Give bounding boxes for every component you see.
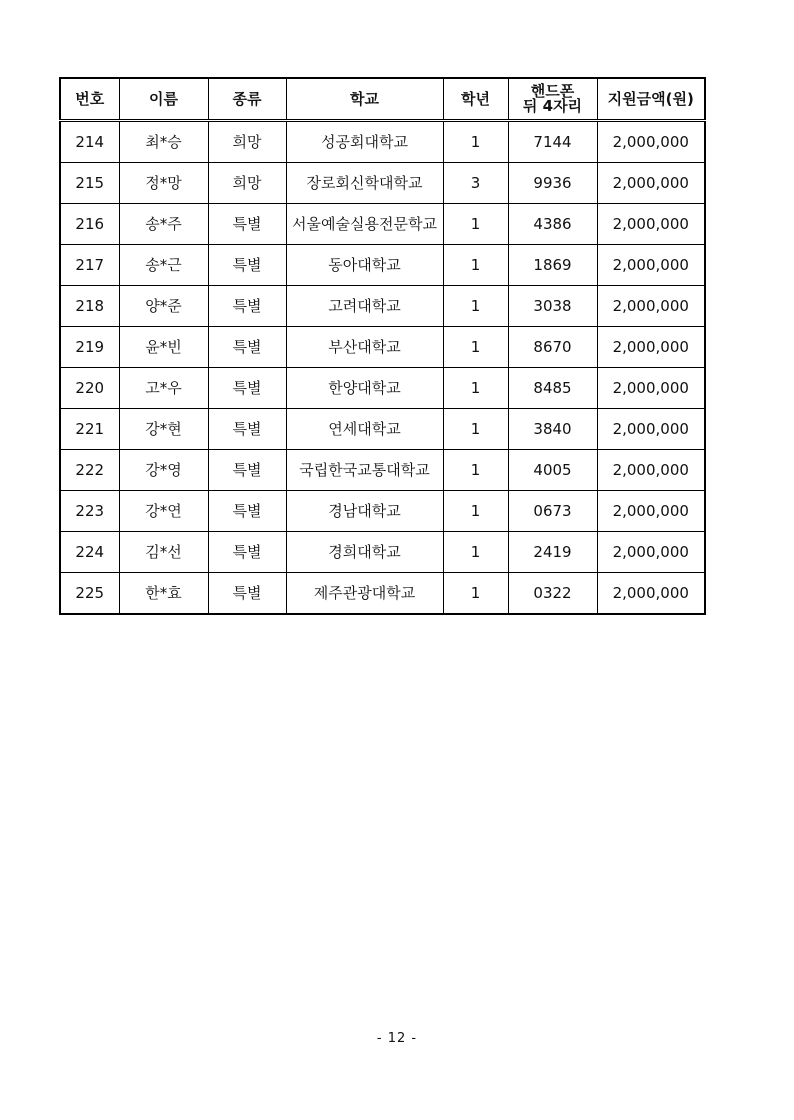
header-name: 이름 [119,78,208,121]
cell-type: 특별 [208,409,286,450]
cell-amount: 2,000,000 [597,286,705,327]
cell-phone: 8485 [508,368,597,409]
cell-phone: 2419 [508,532,597,573]
cell-name: 강*현 [119,409,208,450]
cell-phone: 0322 [508,573,597,615]
cell-grade: 1 [443,204,508,245]
cell-phone: 1869 [508,245,597,286]
cell-type: 희망 [208,163,286,204]
cell-no: 216 [60,204,119,245]
cell-type: 특별 [208,245,286,286]
cell-name: 김*선 [119,532,208,573]
cell-amount: 2,000,000 [597,204,705,245]
cell-name: 고*우 [119,368,208,409]
cell-type: 특별 [208,286,286,327]
cell-school: 경희대학교 [286,532,443,573]
page-number: - 12 - [376,1031,418,1046]
table-row [60,532,705,573]
cell-phone: 0673 [508,491,597,532]
cell-no: 223 [60,491,119,532]
cell-grade: 1 [443,532,508,573]
cell-phone: 9936 [508,163,597,204]
cell-amount: 2,000,000 [597,573,705,615]
cell-type: 희망 [208,121,286,163]
cell-grade: 1 [443,573,508,615]
table-row [60,327,705,368]
header-grade: 학년 [443,78,508,121]
cell-grade: 1 [443,245,508,286]
table-row [60,491,705,532]
table-row [60,245,705,286]
header-school: 학교 [286,78,443,121]
cell-name: 강*연 [119,491,208,532]
header-type: 종류 [208,78,286,121]
cell-school: 장로회신학대학교 [286,163,443,204]
cell-phone: 8670 [508,327,597,368]
cell-no: 224 [60,532,119,573]
cell-amount: 2,000,000 [597,491,705,532]
header-phone [508,78,597,121]
cell-type: 특별 [208,532,286,573]
cell-type: 특별 [208,204,286,245]
cell-school: 연세대학교 [286,409,443,450]
header-phone-line1: 핸드폰 [530,82,575,100]
cell-grade: 1 [443,286,508,327]
cell-no: 214 [60,121,119,163]
table-row [60,368,705,409]
cell-amount: 2,000,000 [597,368,705,409]
cell-no: 220 [60,368,119,409]
cell-no: 221 [60,409,119,450]
cell-no: 225 [60,573,119,615]
cell-type: 특별 [208,491,286,532]
table-row [60,204,705,245]
cell-grade: 1 [443,409,508,450]
table-body [60,121,705,615]
cell-name: 정*망 [119,163,208,204]
table-row [60,121,705,163]
cell-school: 부산대학교 [286,327,443,368]
table-row [60,450,705,491]
cell-school: 국립한국교통대학교 [286,450,443,491]
cell-amount: 2,000,000 [597,327,705,368]
cell-type: 특별 [208,450,286,491]
support-recipients-table [59,77,706,615]
cell-no: 222 [60,450,119,491]
cell-no: 218 [60,286,119,327]
cell-grade: 1 [443,327,508,368]
cell-amount: 2,000,000 [597,409,705,450]
cell-name: 최*승 [119,121,208,163]
cell-type: 특별 [208,573,286,615]
cell-school: 한양대학교 [286,368,443,409]
cell-grade: 3 [443,163,508,204]
cell-grade: 1 [443,121,508,163]
table-row [60,409,705,450]
cell-no: 217 [60,245,119,286]
cell-phone: 3840 [508,409,597,450]
cell-amount: 2,000,000 [597,163,705,204]
header-row [60,78,705,121]
cell-type: 특별 [208,368,286,409]
cell-phone: 4005 [508,450,597,491]
cell-phone: 7144 [508,121,597,163]
cell-school: 제주관광대학교 [286,573,443,615]
cell-name: 윤*빈 [119,327,208,368]
table-row [60,573,705,615]
cell-school: 고려대학교 [286,286,443,327]
cell-amount: 2,000,000 [597,245,705,286]
cell-phone: 3038 [508,286,597,327]
cell-school: 서울예술실용전문학교 [286,204,443,245]
cell-school: 경남대학교 [286,491,443,532]
cell-school: 동아대학교 [286,245,443,286]
cell-amount: 2,000,000 [597,121,705,163]
cell-name: 송*주 [119,204,208,245]
cell-grade: 1 [443,368,508,409]
cell-no: 219 [60,327,119,368]
cell-grade: 1 [443,491,508,532]
cell-name: 강*영 [119,450,208,491]
cell-name: 송*근 [119,245,208,286]
table-row [60,286,705,327]
cell-phone: 4386 [508,204,597,245]
table-row [60,163,705,204]
header-amount: 지원금액(원) [597,78,705,121]
cell-no: 215 [60,163,119,204]
cell-name: 한*효 [119,573,208,615]
cell-school: 성공회대학교 [286,121,443,163]
table-header [60,78,705,121]
cell-type: 특별 [208,327,286,368]
cell-amount: 2,000,000 [597,450,705,491]
header-no: 번호 [60,78,119,121]
cell-grade: 1 [443,450,508,491]
cell-amount: 2,000,000 [597,532,705,573]
cell-name: 양*준 [119,286,208,327]
header-phone-line2: 뒤 4자리 [522,97,583,115]
